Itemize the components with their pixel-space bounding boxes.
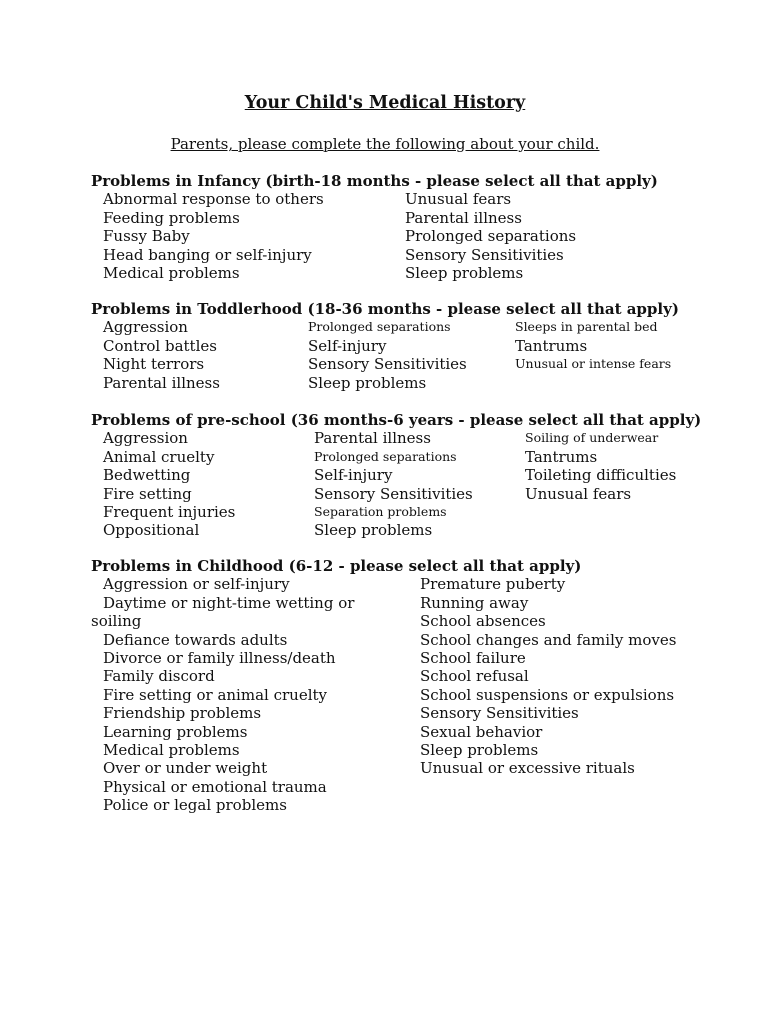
option-label: Family discord [103, 667, 215, 686]
option-item[interactable] [420, 759, 676, 777]
option-item[interactable] [515, 337, 671, 355]
section-toddlerhood [91, 300, 691, 392]
option-label: School refusal [420, 667, 529, 686]
section-infancy [91, 172, 691, 282]
option-label: Soiling of underwear [525, 430, 659, 446]
option-label: Night terrors [103, 355, 205, 374]
option-label: Unusual fears [525, 484, 632, 503]
option-label: Abnormal response to others [103, 190, 324, 209]
option-item[interactable] [525, 485, 676, 503]
infancy-column-2 [405, 190, 576, 282]
option-item[interactable] [405, 190, 576, 208]
option-label: Head banging or self-injury [103, 245, 312, 264]
option-label: Sleep problems [308, 373, 427, 392]
option-label: Feeding problems [103, 208, 240, 227]
option-label: Sensory Sensitivities [314, 484, 473, 503]
option-item[interactable] [420, 723, 676, 741]
preschool-column-1 [103, 429, 235, 539]
option-item[interactable] [91, 649, 411, 667]
option-label: Divorce or family illness/death [103, 648, 336, 667]
option-label: Friendship problems [103, 704, 262, 723]
option-label: Fire setting [103, 484, 192, 503]
option-item[interactable] [314, 485, 473, 503]
option-label: Prolonged separations [308, 319, 451, 335]
option-item[interactable] [103, 485, 235, 503]
option-item[interactable] [103, 264, 324, 282]
childhood-column-2 [420, 575, 676, 777]
option-label: Sensory Sensitivities [405, 245, 564, 264]
option-item[interactable] [314, 466, 473, 484]
option-item[interactable] [103, 190, 324, 208]
option-item[interactable] [314, 429, 473, 447]
option-item[interactable] [103, 318, 220, 336]
toddlerhood-column-1 [103, 318, 220, 392]
option-item[interactable] [91, 631, 411, 649]
option-label: Parental illness [314, 429, 431, 448]
option-label-continued: soiling [91, 612, 142, 631]
option-item[interactable] [103, 466, 235, 484]
option-item[interactable] [420, 612, 676, 630]
option-item[interactable] [405, 209, 576, 227]
option-label: Frequent injuries [103, 502, 236, 521]
option-label: Police or legal problems [103, 796, 287, 815]
option-label: Prolonged separations [405, 227, 577, 246]
option-label: Tantrums [525, 447, 598, 466]
section-heading-childhood: Problems in Childhood (6-12 - please select all that apply) [91, 557, 582, 575]
option-item[interactable] [405, 264, 576, 282]
option-item[interactable] [515, 355, 671, 373]
option-item[interactable] [91, 667, 411, 685]
option-label: Premature puberty [420, 575, 566, 594]
option-item[interactable] [103, 337, 220, 355]
option-item[interactable] [420, 741, 676, 759]
infancy-column-1 [103, 190, 324, 282]
option-label: Sleep problems [314, 521, 433, 540]
option-item[interactable] [515, 318, 671, 336]
option-item[interactable] [103, 374, 220, 392]
section-heading-toddlerhood: Problems in Toddlerhood (18-36 months - please select all that apply) [91, 300, 679, 318]
option-label: Self-injury [308, 336, 387, 355]
option-label: Separation problems [314, 503, 447, 519]
option-label: Control battles [103, 336, 217, 355]
option-item[interactable] [420, 686, 676, 704]
option-item[interactable] [525, 429, 676, 447]
section-heading-infancy: Problems in Infancy (birth-18 months - please select all that apply) [91, 172, 658, 190]
option-label: Sexual behavior [420, 722, 543, 741]
option-item[interactable] [314, 521, 473, 539]
option-item[interactable] [314, 448, 473, 466]
option-item[interactable] [103, 227, 324, 245]
option-label: Unusual or excessive rituals [420, 759, 635, 778]
option-label: Unusual fears [405, 190, 512, 209]
option-label: Unusual or intense fears [515, 356, 672, 372]
option-item[interactable] [91, 741, 411, 759]
option-item[interactable] [103, 209, 324, 227]
option-item[interactable] [420, 631, 676, 649]
option-label: School failure [420, 648, 526, 667]
option-label: Sleep problems [405, 263, 524, 282]
section-heading-preschool: Problems of pre-school (36 months-6 years - please select all that apply) [91, 411, 702, 429]
option-label: School suspensions or expulsions [420, 685, 675, 704]
option-label: Sensory Sensitivities [420, 704, 579, 723]
option-item[interactable] [525, 448, 676, 466]
option-item[interactable] [91, 723, 411, 741]
option-label: Aggression [103, 429, 188, 448]
option-item[interactable] [420, 704, 676, 722]
option-label: Fire setting or animal cruelty [103, 685, 327, 704]
option-item[interactable] [420, 649, 676, 667]
option-label: Learning problems [103, 722, 248, 741]
option-item[interactable] [103, 246, 324, 264]
option-label: Parental illness [405, 208, 522, 227]
option-item[interactable] [525, 466, 676, 484]
option-label: Running away [420, 593, 529, 612]
option-label: Toileting difficulties [525, 466, 677, 485]
option-item[interactable] [103, 355, 220, 373]
option-label: Physical or emotional trauma [103, 777, 327, 796]
option-label: Sleeps in parental bed [515, 319, 658, 335]
option-label: Over or under weight [103, 759, 268, 778]
option-label: Parental illness [103, 373, 220, 392]
page-subtitle: Parents, please complete the following about your child. [170, 135, 600, 153]
preschool-column-3 [525, 429, 676, 503]
option-label: Sleep problems [420, 740, 539, 759]
option-label: Aggression [103, 318, 188, 337]
option-label: Defiance towards adults [103, 630, 288, 649]
option-label: School absences [420, 612, 546, 631]
option-label: Medical problems [103, 740, 240, 759]
option-label: Fussy Baby [103, 227, 190, 246]
option-item[interactable] [91, 796, 411, 814]
option-item[interactable] [420, 667, 676, 685]
option-item[interactable] [308, 318, 467, 336]
toddlerhood-column-3 [515, 318, 671, 373]
option-item[interactable] [91, 759, 411, 777]
option-label: Daytime or night-time wetting or [103, 593, 355, 612]
option-item[interactable] [103, 429, 235, 447]
option-item[interactable] [103, 503, 235, 521]
option-item[interactable] [103, 521, 235, 539]
option-item[interactable] [91, 778, 411, 796]
option-item[interactable] [405, 227, 576, 245]
option-item[interactable] [308, 374, 467, 392]
preschool-column-2 [314, 429, 473, 539]
option-item[interactable] [103, 448, 235, 466]
option-label: Self-injury [314, 466, 393, 485]
option-item[interactable] [91, 575, 411, 593]
toddlerhood-column-2 [308, 318, 467, 392]
option-item[interactable] [91, 686, 411, 704]
option-label: School changes and family moves [420, 630, 677, 649]
section-childhood [91, 557, 691, 815]
option-label: Bedwetting [103, 466, 191, 485]
page-title: Your Child's Medical History [244, 93, 526, 113]
option-label: Tantrums [515, 336, 588, 355]
option-item[interactable] [308, 355, 467, 373]
option-label: Aggression or self-injury [103, 575, 290, 594]
option-item[interactable] [420, 594, 676, 612]
option-label: Animal cruelty [103, 447, 215, 466]
option-item[interactable] [91, 704, 411, 722]
option-label: Prolonged separations [314, 448, 457, 464]
option-item[interactable] [91, 594, 411, 631]
option-item[interactable] [314, 503, 473, 521]
option-label: Oppositional [103, 521, 200, 540]
section-preschool [91, 411, 702, 540]
option-item[interactable] [420, 575, 676, 593]
option-label: Medical problems [103, 263, 240, 282]
option-item[interactable] [308, 337, 467, 355]
option-item[interactable] [405, 246, 576, 264]
option-label: Sensory Sensitivities [308, 355, 467, 374]
childhood-column-1 [91, 575, 411, 814]
